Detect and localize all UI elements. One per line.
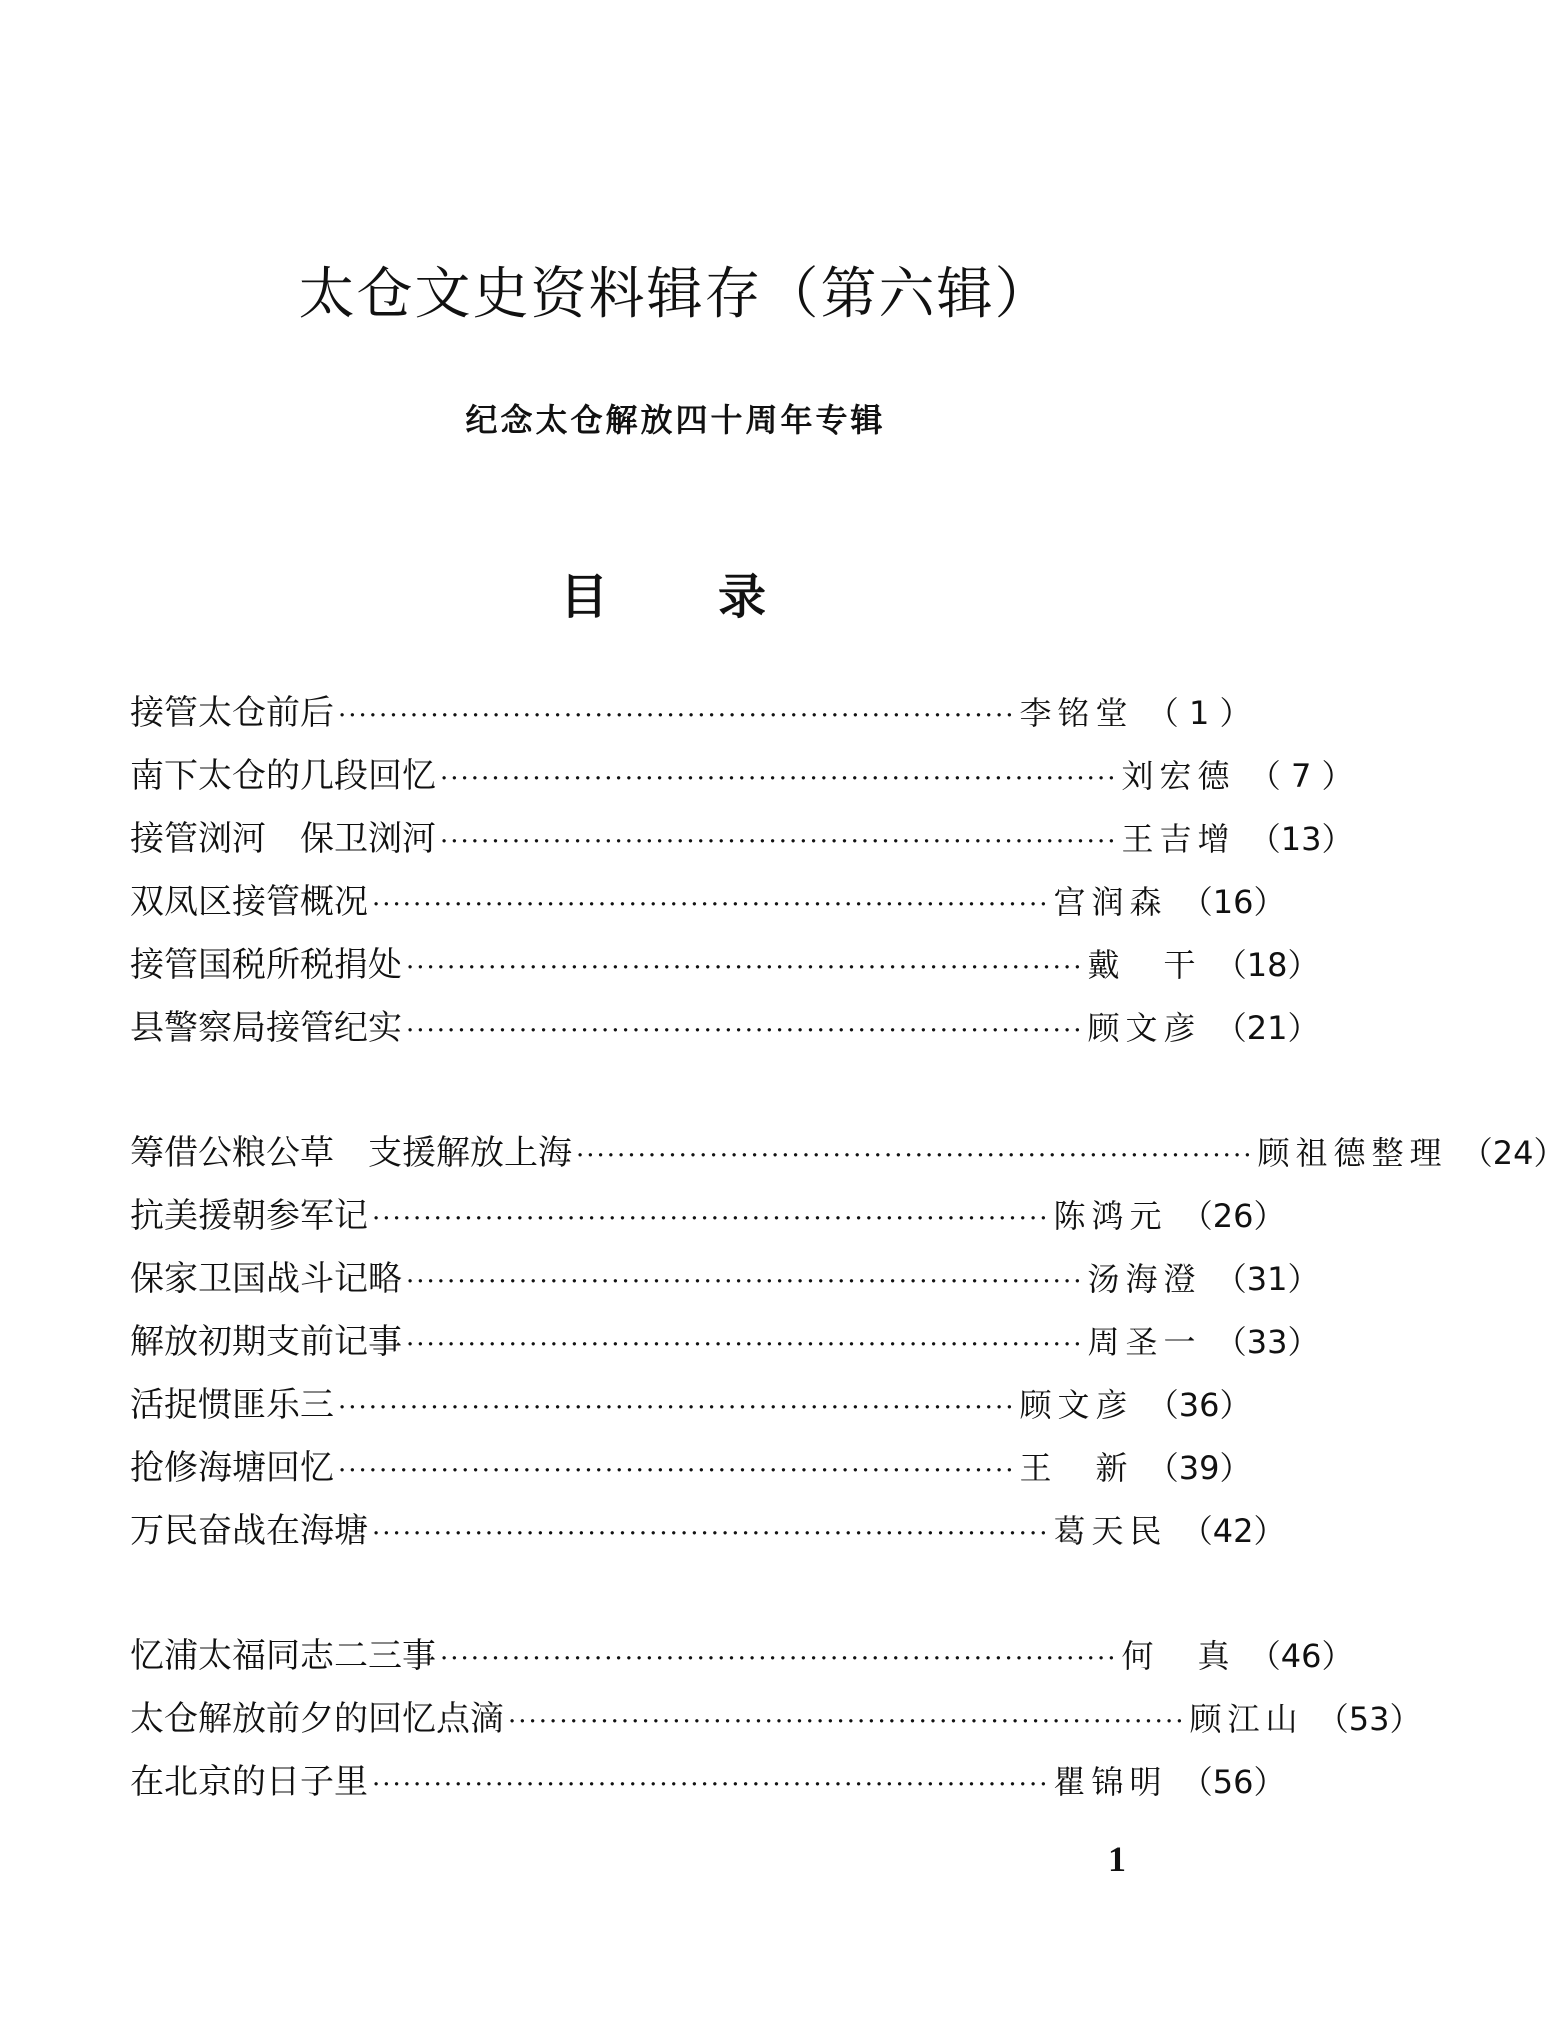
- toc-entry-page: （26）: [1180, 1197, 1286, 1235]
- toc-entry[interactable]: [130, 1251, 1320, 1314]
- toc-heading: [560, 558, 766, 627]
- toc-entry-author: 陈鸿元: [1053, 1197, 1168, 1235]
- toc-entry-author: 汤海澄: [1087, 1260, 1202, 1298]
- leader-dots: ··································································: [440, 1644, 1118, 1674]
- toc-entry-author: 戴 干: [1087, 946, 1202, 984]
- leader-dots: ··································································: [372, 890, 1050, 920]
- toc-entry-author: 刘宏德: [1121, 757, 1236, 795]
- toc-entry-title: 筹借公粮公草 支援解放上海: [130, 1133, 572, 1173]
- toc-entry-title: 万民奋战在海塘: [130, 1511, 368, 1551]
- toc-entry-author: 王吉增: [1121, 820, 1236, 858]
- toc-entry[interactable]: [130, 1503, 1286, 1566]
- leader-dots: ··································································: [406, 1016, 1084, 1046]
- toc-entry-author: 瞿锦明: [1053, 1763, 1168, 1801]
- leader-dots: ··································································: [508, 1707, 1186, 1737]
- toc-entry-page: （31）: [1214, 1260, 1320, 1298]
- toc-entry-page: （36）: [1146, 1386, 1252, 1424]
- leader-dots: ··································································: [576, 1141, 1254, 1171]
- toc-entry-author: 何 真: [1121, 1637, 1236, 1675]
- leader-dots: ··································································: [338, 701, 1016, 731]
- document-subtitle: 纪念太仓解放四十周年专辑: [465, 401, 886, 439]
- toc-entry[interactable]: [130, 937, 1320, 1000]
- toc-entry-page: （24）: [1460, 1134, 1565, 1172]
- toc-entry-author: 顾江山: [1189, 1700, 1304, 1738]
- document-title: 太仓文史资料辑存（第六辑）: [298, 262, 1053, 327]
- toc-entry-page: （39）: [1146, 1449, 1252, 1487]
- toc-entry[interactable]: [130, 1628, 1354, 1691]
- toc-entry-page: （13）: [1248, 820, 1354, 858]
- toc-entry-title: 县警察局接管纪实: [130, 1008, 402, 1048]
- toc-entry[interactable]: [130, 685, 1252, 748]
- toc-entry-page: （33）: [1214, 1323, 1320, 1361]
- toc-entry-page: （53）: [1316, 1700, 1422, 1738]
- leader-dots: ··································································: [338, 1393, 1016, 1423]
- toc-entry-author: 顾文彦: [1019, 1386, 1134, 1424]
- leader-dots: ··································································: [372, 1770, 1050, 1800]
- toc-entry[interactable]: [130, 1125, 1565, 1188]
- toc-entry-page: （46）: [1248, 1637, 1354, 1675]
- toc-entry-title: 南下太仓的几段回忆: [130, 756, 436, 796]
- toc-heading-char-2: 录: [718, 569, 767, 625]
- toc-entry-author: 葛天民: [1053, 1512, 1168, 1550]
- toc-entry-author: 顾祖德整理: [1257, 1134, 1448, 1172]
- toc-entry-title: 忆浦太福同志二三事: [130, 1636, 436, 1676]
- toc-entry-author: 李铭堂: [1019, 694, 1134, 732]
- toc-entry[interactable]: [130, 1754, 1286, 1817]
- leader-dots: ··································································: [406, 953, 1084, 983]
- toc-entry-author: 王 新: [1019, 1449, 1134, 1487]
- toc-entry-title: 接管太仓前后: [130, 693, 334, 733]
- toc-entry-page: （56）: [1180, 1763, 1286, 1801]
- leader-dots: ··································································: [372, 1519, 1050, 1549]
- toc-entry-title: 在北京的日子里: [130, 1762, 368, 1802]
- toc-heading-char-1: 目: [560, 569, 609, 625]
- leader-dots: ··································································: [372, 1204, 1050, 1234]
- toc-entry[interactable]: [130, 811, 1354, 874]
- toc-entry-author: 顾文彦: [1087, 1009, 1202, 1047]
- leader-dots: ··································································: [406, 1267, 1084, 1297]
- toc-entry-page: （16）: [1180, 883, 1286, 921]
- toc-entry-page: （18）: [1214, 946, 1320, 984]
- toc-entry-author: 宫润森: [1053, 883, 1168, 921]
- toc-entry-title: 接管浏河 保卫浏河: [130, 819, 436, 859]
- toc-entry[interactable]: [130, 1000, 1320, 1063]
- toc-entry[interactable]: [130, 748, 1354, 811]
- table-of-contents: [130, 685, 1565, 1879]
- toc-entry[interactable]: [130, 1440, 1252, 1503]
- toc-group-3: [130, 1628, 1422, 1817]
- toc-entry-page: （21）: [1214, 1009, 1320, 1047]
- toc-entry-title: 抢修海塘回忆: [130, 1448, 334, 1488]
- toc-entry[interactable]: [130, 1188, 1286, 1251]
- leader-dots: ··································································: [338, 1456, 1016, 1486]
- leader-dots: ··································································: [440, 764, 1118, 794]
- toc-entry-title: 太仓解放前夕的回忆点滴: [130, 1699, 504, 1739]
- toc-entry[interactable]: [130, 1377, 1252, 1440]
- toc-entry-title: 解放初期支前记事: [130, 1322, 402, 1362]
- page-number: 1: [1108, 1839, 1126, 1879]
- toc-entry[interactable]: [130, 1691, 1422, 1754]
- toc-entry-title: 抗美援朝参军记: [130, 1196, 368, 1236]
- toc-entry-title: 双凤区接管概况: [130, 882, 368, 922]
- toc-entry[interactable]: [130, 874, 1286, 937]
- toc-group-2: [130, 1125, 1565, 1566]
- toc-entry-page: （42）: [1180, 1512, 1286, 1550]
- toc-entry[interactable]: [130, 1314, 1320, 1377]
- toc-entry-title: 保家卫国战斗记略: [130, 1259, 402, 1299]
- toc-entry-page: （ 7 ）: [1248, 757, 1354, 795]
- toc-entry-title: 接管国税所税捐处: [130, 945, 402, 985]
- toc-entry-title: 活捉惯匪乐三: [130, 1385, 334, 1425]
- toc-entry-author: 周圣一: [1087, 1323, 1202, 1361]
- leader-dots: ··································································: [406, 1330, 1084, 1360]
- toc-group-1: [130, 685, 1354, 1063]
- leader-dots: ··································································: [440, 827, 1118, 857]
- toc-entry-page: （ 1 ）: [1146, 694, 1252, 732]
